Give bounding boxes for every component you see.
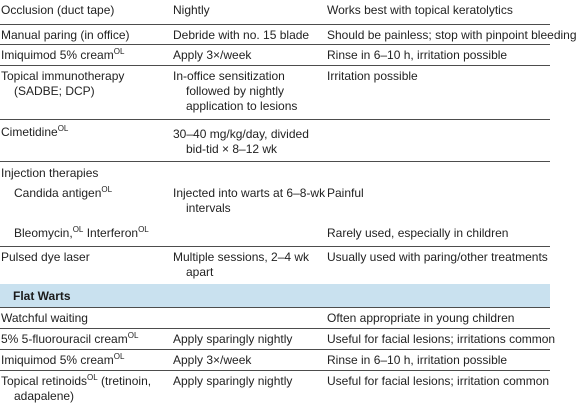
treatment-name: Imiquimod 5% cream$^{OL}$ [1, 352, 125, 367]
treatment-regimen: 30–40 mg/kg/day, divided [173, 127, 309, 141]
treatment-regimen-cont: apart [186, 265, 214, 279]
treatment-comment: Painful [327, 186, 364, 200]
treatment-regimen-cont: application to lesions [186, 99, 298, 113]
table-row [0, 0, 550, 25]
section-title: Flat Warts [13, 289, 71, 303]
treatment-name: Watchful waiting [1, 311, 88, 325]
treatment-regimen-cont: intervals [186, 201, 231, 215]
table-row [0, 162, 550, 247]
treatment-name: Imiquimod 5% cream$^{OL}$ [1, 47, 125, 62]
treatment-comment: Works best with topical keratolytics [327, 3, 513, 17]
treatment-name: Candida antigen$^{OL}$ [14, 185, 113, 200]
treatment-comment: Rarely used, especially in children [327, 226, 509, 240]
table-row [0, 66, 550, 120]
treatment-name: Bleomycin,$^{OL}$ Interferon$^{OL}$ [14, 225, 149, 240]
treatment-comment: Rinse in 6–10 h, irritation possible [327, 48, 508, 62]
treatment-name: Topical immunotherapy [1, 69, 125, 83]
treatment-regimen: Apply sparingly nightly [173, 374, 293, 388]
treatment-name: Topical retinoids$^{OL}$ (tretinoin, [1, 373, 152, 388]
treatment-comment: Rinse in 6–10 h, irritation possible [327, 353, 508, 367]
treatment-regimen: Apply sparingly nightly [173, 332, 293, 346]
treatment-regimen: Nightly [173, 3, 210, 17]
treatment-comment: Useful for facial lesions; irritations common [327, 332, 556, 346]
treatment-name: Occlusion (duct tape) [1, 3, 115, 17]
treatment-regimen: In-office sensitization [173, 69, 285, 83]
table-row [0, 308, 550, 329]
treatment-group: Injection therapies [1, 166, 99, 180]
treatment-regimen: Injected into warts at 6–8-wk [173, 186, 326, 200]
treatment-regimen: Multiple sessions, 2–4 wk [173, 250, 310, 264]
treatment-comment: Should be painless; stop with pinpoint bleeding [327, 28, 577, 42]
table-row [0, 371, 550, 410]
treatment-comment: Usually used with paring/other treatments [327, 250, 548, 264]
treatment-regimen: Debride with no. 15 blade [173, 28, 310, 42]
treatment-regimen-cont: bid-tid × 8–12 wk [186, 142, 278, 156]
treatment-name: Pulsed dye laser [1, 250, 90, 264]
treatment-comment: Irritation possible [327, 69, 418, 83]
table-row [0, 247, 550, 284]
treatment-name: Cimetidine$^{OL}$ [1, 124, 69, 139]
table-row [0, 350, 550, 371]
treatment-name: Manual paring (in office) [1, 28, 130, 42]
table-row [0, 45, 550, 66]
treatment-regimen: Apply 3×/week [173, 48, 252, 62]
treatment-regimen-cont: followed by nightly [186, 84, 285, 98]
treatment-name-cont: (SADBE; DCP) [14, 84, 95, 98]
treatment-name: 5% 5-fluorouracil cream$^{OL}$ [1, 331, 139, 346]
treatment-comment: Useful for facial lesions; irritation common [327, 374, 550, 388]
treatment-name-cont: adapalene) [14, 389, 75, 403]
treatment-regimen: Apply 3×/week [173, 353, 252, 367]
treatment-comment: Often appropriate in young children [327, 311, 515, 325]
section-header [0, 284, 550, 308]
table-row [0, 120, 550, 162]
table-row [0, 25, 577, 45]
table-row [0, 329, 556, 350]
